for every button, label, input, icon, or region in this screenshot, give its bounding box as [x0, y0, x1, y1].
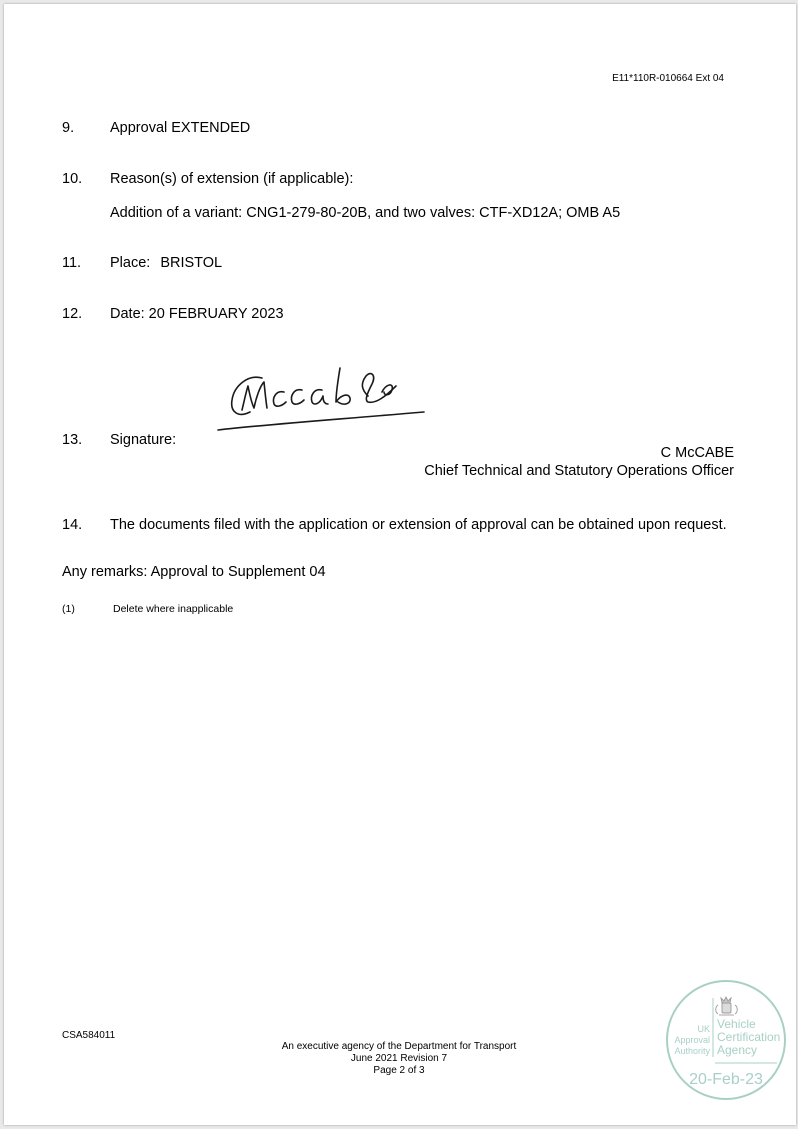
page-footer	[204, 1041, 594, 1077]
handwritten-signature	[210, 362, 432, 438]
signatory-name: C McCABE	[660, 445, 734, 461]
item-number: 13.	[62, 432, 83, 448]
signatory-title: Chief Technical and Statutory Operations Officer	[424, 463, 734, 479]
item-text: The documents filed with the application or extension of approval can be obtained upon request.	[110, 517, 727, 533]
extension-reason-detail: Addition of a variant: CNG1-279-80-20B, and two valves: CTF-XD12A; OMB A5	[110, 205, 621, 221]
signatory-block	[424, 444, 734, 480]
item-number: 11.	[62, 255, 82, 271]
item-text: Approval EXTENDED	[110, 120, 251, 136]
place-value: BRISTOL	[160, 255, 223, 271]
remarks: Any remarks: Approval to Supplement 04	[62, 564, 326, 580]
item-number: 9.	[62, 120, 75, 136]
document-reference: E11*110R-010664 Ext 04	[612, 73, 724, 84]
footer-page-number: Page 2 of 3	[373, 1065, 425, 1076]
stamp-certification: Certification	[717, 1030, 781, 1044]
item-number: 14.	[62, 517, 83, 533]
item-text	[110, 254, 222, 272]
item-text: Signature:	[110, 432, 177, 448]
place-label: Place:	[110, 255, 151, 271]
footnote-text: Delete where inapplicable	[113, 603, 234, 615]
footnote-number: (1)	[62, 603, 75, 615]
item-text: Date: 20 FEBRUARY 2023	[110, 306, 284, 322]
stamp-date: 20-Feb-23	[689, 1071, 763, 1088]
footer-agency-line: An executive agency of the Department for Transport	[281, 1041, 517, 1052]
stamp-uk: UK	[697, 1024, 710, 1034]
footer-revision: June 2021 Revision 7	[350, 1053, 448, 1064]
item-text: Reason(s) of extension (if applicable):	[110, 171, 354, 187]
item-number: 12.	[62, 306, 83, 322]
stamp-vehicle: Vehicle	[717, 1017, 756, 1031]
stamp-authority: Authority	[674, 1046, 710, 1056]
stamp-agency: Agency	[717, 1043, 758, 1057]
stamp-approval: Approval	[674, 1035, 710, 1045]
approval-stamp	[665, 979, 787, 1101]
footnote	[62, 603, 233, 615]
item-number: 10.	[62, 171, 83, 187]
form-code: CSA584011	[62, 1030, 116, 1041]
document-page	[4, 4, 796, 1125]
